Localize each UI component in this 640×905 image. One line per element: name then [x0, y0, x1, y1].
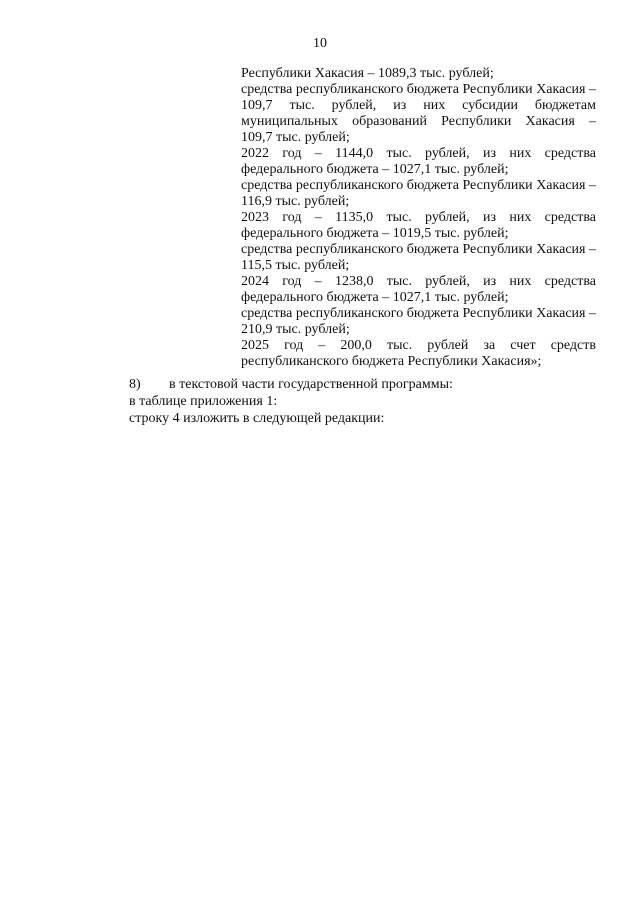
funding-paragraph	[241, 146, 596, 178]
text-line: 2025 год – 200,0 тыс. рублей за счет средств	[241, 338, 596, 353]
funding-paragraph	[241, 210, 596, 242]
item-number: 8)	[129, 377, 141, 392]
text-line: средства республиканского бюджета Республики Хакасия –	[241, 306, 596, 321]
item-text: в текстовой части государственной программы:	[169, 377, 453, 392]
text-line: 109,7 тыс. рублей, из них субсидии бюджетам	[241, 98, 596, 113]
text-line: федерального бюджета – 1027,1 тыс. рублей;	[241, 162, 509, 177]
text-line: 109,7 тыс. рублей;	[241, 130, 350, 145]
text-line: 2023 год – 1135,0 тыс. рублей, из них средства	[241, 210, 596, 225]
text-line: федерального бюджета – 1027,1 тыс. рублей;	[241, 290, 509, 305]
row4-line: строку 4 изложить в следующей редакции:	[129, 411, 385, 426]
funding-paragraph	[241, 82, 596, 146]
text-line: Республики Хакасия – 1089,3 тыс. рублей;	[241, 66, 494, 81]
text-line: 2024 год – 1238,0 тыс. рублей, из них средства	[241, 274, 596, 289]
text-line: 116,9 тыс. рублей;	[241, 194, 350, 209]
list-item	[129, 376, 599, 393]
funding-text-block	[241, 66, 596, 370]
text-line: республиканского бюджета Республики Хакасия»;	[241, 354, 542, 369]
funding-paragraph	[241, 274, 596, 306]
appendix-line: в таблице приложения 1:	[129, 394, 278, 409]
funding-paragraph	[241, 178, 596, 210]
funding-paragraph	[241, 66, 596, 82]
text-line: 210,9 тыс. рублей;	[241, 322, 350, 337]
text-line: муниципальных образований Республики Хакасия –	[241, 114, 596, 129]
text-line: 115,5 тыс. рублей;	[241, 258, 350, 273]
page-number: 10	[313, 36, 327, 51]
text-line: средства республиканского бюджета Республики Хакасия –	[241, 242, 596, 257]
funding-paragraph	[241, 306, 596, 338]
amendment-instructions	[129, 376, 599, 427]
funding-paragraph	[241, 338, 596, 370]
text-line: средства республиканского бюджета Республики Хакасия –	[241, 178, 596, 193]
text-line: средства республиканского бюджета Республики Хакасия –	[241, 82, 596, 97]
text-line: федерального бюджета – 1019,5 тыс. рублей;	[241, 226, 509, 241]
funding-paragraph	[241, 242, 596, 274]
text-line: 2022 год – 1144,0 тыс. рублей, из них средства	[241, 146, 596, 161]
